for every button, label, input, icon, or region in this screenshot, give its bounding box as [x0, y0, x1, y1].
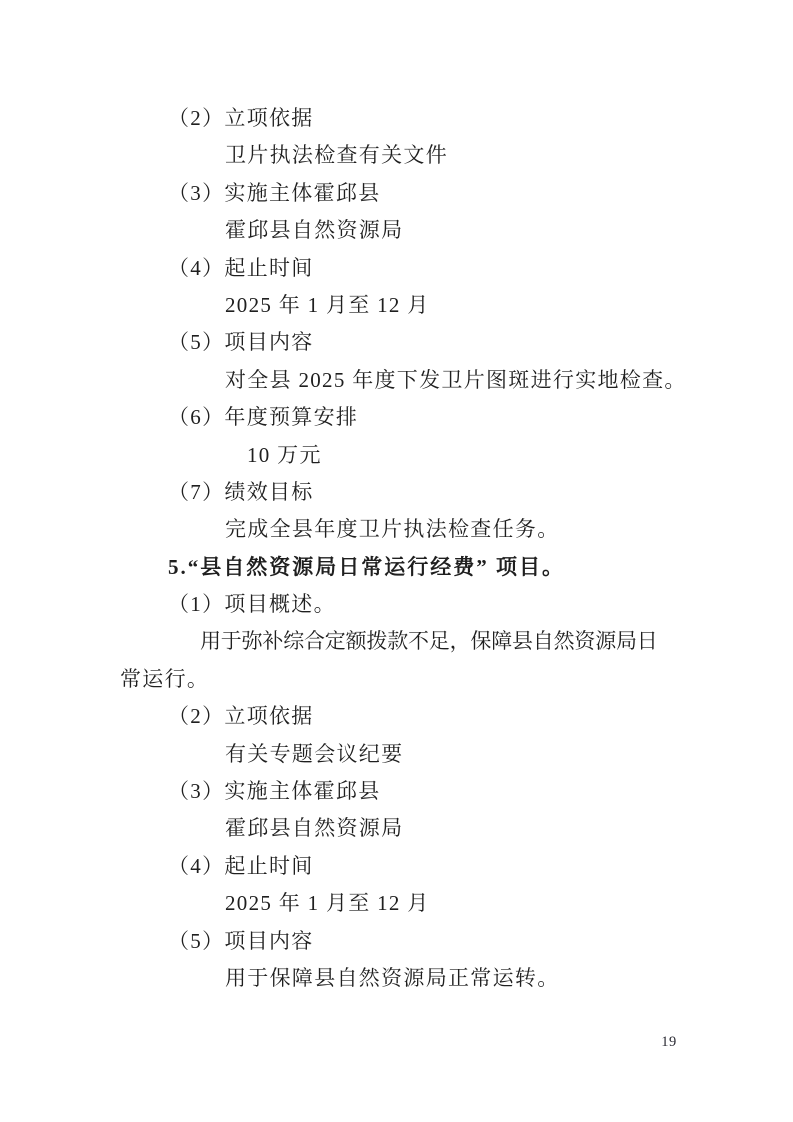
item-line-yusuan-anpai: （6）年度预算安排 — [168, 405, 359, 430]
document-body — [120, 100, 687, 997]
item-line-shishi-zhuti-1: （3）实施主体霍邱县 — [168, 180, 381, 205]
item-line-qizhi-shijian-1: （4）起止时间 — [168, 255, 314, 280]
item-line-xiangmu-neirong-2: （5）项目内容 — [168, 928, 314, 953]
content-line-ziranziyuanju-2: 霍邱县自然资源局 — [225, 816, 404, 841]
content-line-performance-goal: 完成全县年度卫片执法检查任务。 — [225, 517, 560, 542]
content-line-budget-amount: 10 万元 — [247, 442, 322, 467]
item-line-lixiang-yiju-1: （2）立项依据 — [168, 106, 314, 130]
item-line-xiangmu-gaishu: （1）项目概述。 — [168, 592, 336, 617]
content-line-project-desc-2: 用于保障县自然资源局正常运转。 — [225, 965, 560, 990]
paragraph-overview-line-2: 常运行。 — [120, 666, 210, 691]
item-line-shishi-zhuti-2: （3）实施主体霍邱县 — [168, 779, 381, 804]
item-line-qizhi-shijian-2: （4）起止时间 — [168, 853, 314, 878]
item-line-xiangmu-neirong-1: （5）项目内容 — [168, 330, 314, 355]
item-line-lixiang-yiju-2: （2）立项依据 — [168, 704, 314, 729]
paragraph-overview-line-1: 用于弥补综合定额拨款不足，保障县自然资源局日 — [200, 629, 658, 654]
content-line-ziranziyuanju-1: 霍邱县自然资源局 — [225, 218, 404, 243]
content-line-weipian-files: 卫片执法检查有关文件 — [225, 143, 448, 168]
content-line-project-desc-1: 对全县 2025 年度下发卫片图斑进行实地检查。 — [225, 367, 687, 392]
content-line-daterange-2: 2025 年 1 月至 12 月 — [225, 891, 430, 916]
page-number: 19 — [661, 1034, 677, 1050]
item-line-jixiao-mubiao: （7）绩效目标 — [168, 479, 314, 504]
section-heading-project-5: 5.“县自然资源局日常运行经费” 项目。 — [168, 554, 565, 579]
content-line-meeting-minutes: 有关专题会议纪要 — [225, 741, 404, 766]
content-line-daterange-1: 2025 年 1 月至 12 月 — [225, 292, 430, 317]
